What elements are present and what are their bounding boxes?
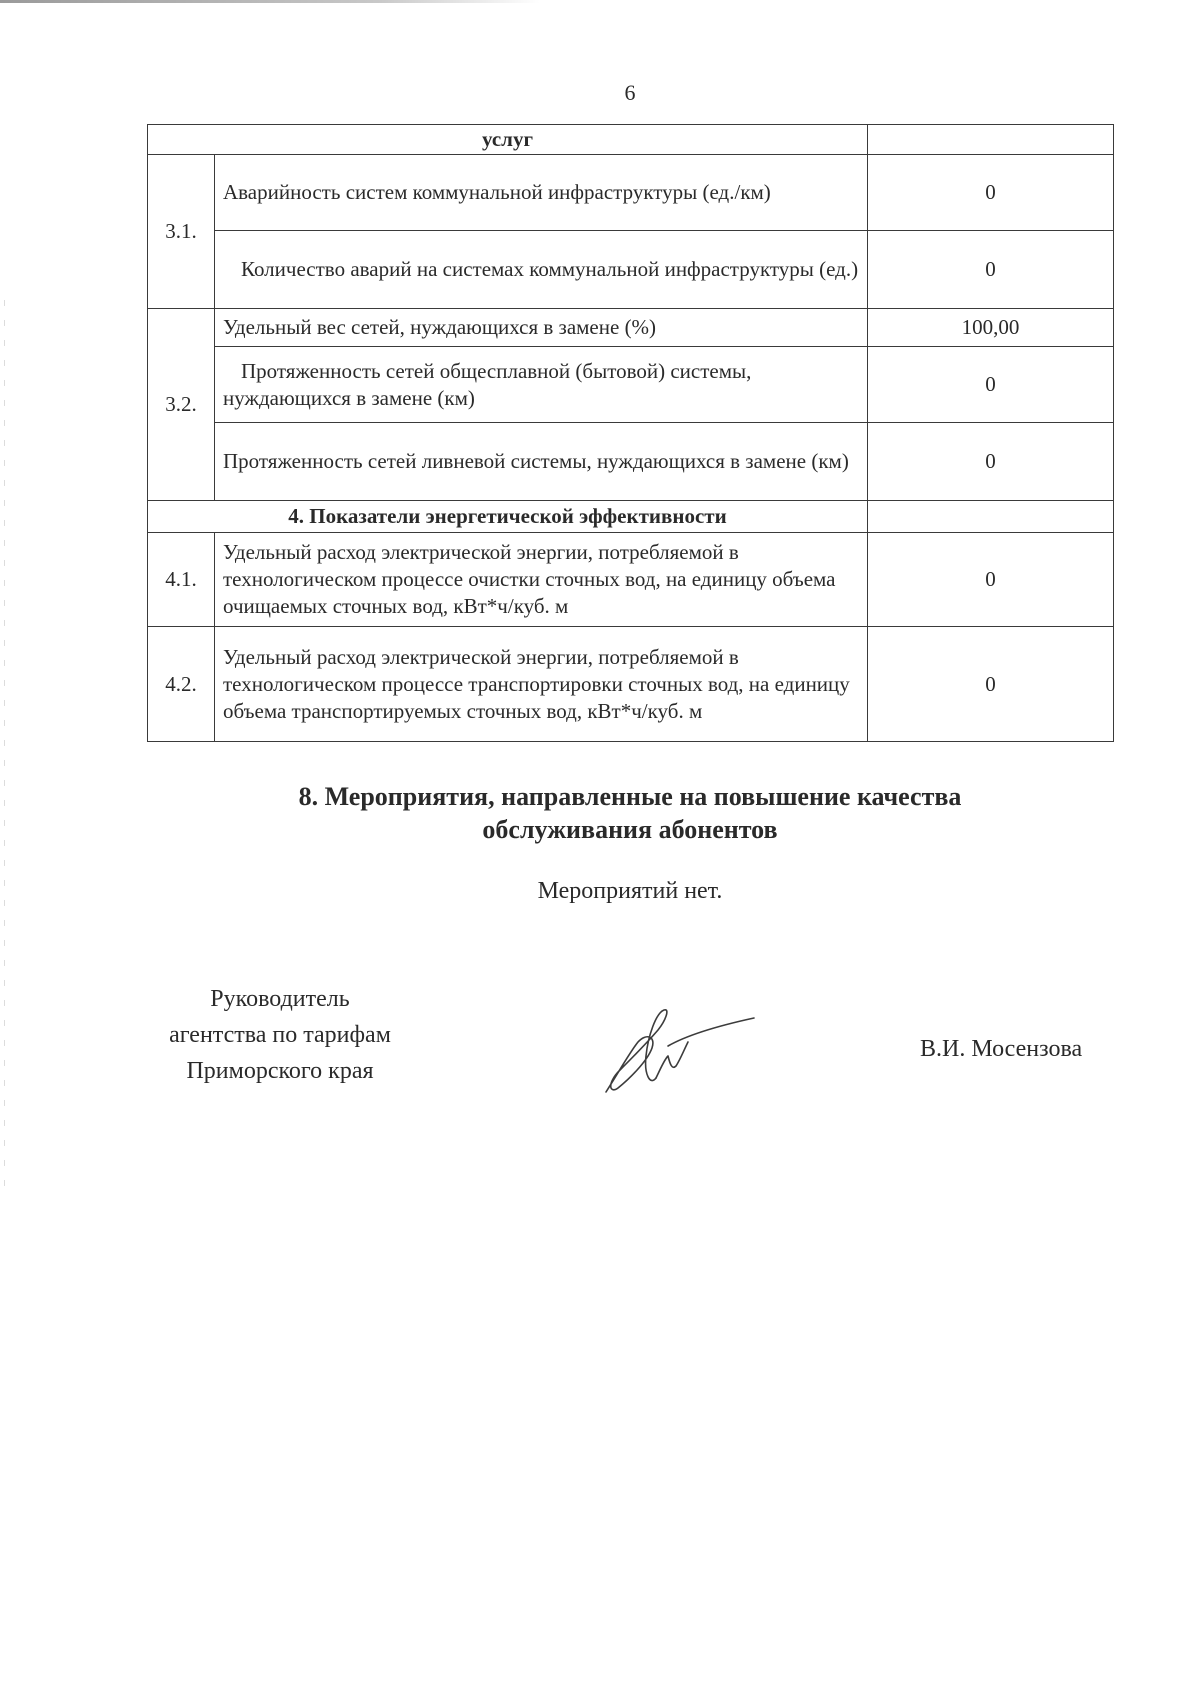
signer-position-line1: Руководитель (210, 986, 350, 1012)
table-row (148, 347, 1114, 423)
value-cell: 0 (868, 231, 1114, 309)
indicator-cell: Протяженность сетей ливневой системы, нуждающихся в замене (км) (215, 423, 868, 501)
row-number-3-2: 3.2. (148, 309, 215, 501)
signer-position-line3: Приморского края (186, 1058, 374, 1084)
value-cell: 0 (868, 627, 1114, 742)
table-row (148, 533, 1114, 627)
indicator-cell: Количество аварий на системах коммунальной инфраструктуры (ед.) (215, 231, 868, 309)
table-row (148, 155, 1114, 231)
value-cell: 0 (868, 423, 1114, 501)
indicator-cell: Удельный расход электрической энергии, потребляемой в технологическом процессе очистки сточных вод, на единицу объема очищаемых сточных вод, кВт*ч/куб. м (215, 533, 868, 627)
no-measures-text: Мероприятий нет. (537, 878, 723, 904)
section-value-cell (868, 501, 1114, 533)
value-cell: 0 (868, 347, 1114, 423)
signer-position-line2: агентства по тарифам (169, 1022, 391, 1048)
row-number-4-1: 4.1. (148, 533, 215, 627)
value-cell: 0 (868, 533, 1114, 627)
signer-position (135, 981, 425, 1089)
indicators-table (147, 124, 1114, 742)
section-title-energy-efficiency: 4. Показатели энергетической эффективности (148, 501, 868, 533)
row-number-4-2: 4.2. (148, 627, 215, 742)
indicator-cell: Удельный расход электрической энергии, потребляемой в технологическом процессе транспортировки сточных вод, на единицу объема транспортируемых сточных вод, кВт*ч/куб. м (215, 627, 868, 742)
section-8-heading (0, 780, 1200, 846)
table-row (148, 125, 1114, 155)
value-cell: 100,00 (868, 309, 1114, 347)
table-row (148, 627, 1114, 742)
section-8-title-line1: 8. Мероприятия, направленные на повышение качества (298, 782, 962, 811)
section-title-services: услуг (148, 125, 868, 155)
indicator-cell: Аварийность систем коммунальной инфраструктуры (ед./км) (215, 155, 868, 231)
scan-edge-top (0, 0, 540, 3)
table-row (148, 501, 1114, 533)
indicator-cell: Протяженность сетей общесплавной (бытовой) системы, нуждающихся в замене (км) (215, 347, 868, 423)
scan-edge-left (4, 300, 5, 1200)
handwritten-signature (598, 1000, 758, 1100)
row-number-3-1: 3.1. (148, 155, 215, 309)
page-number: 6 (624, 80, 636, 105)
table-row (148, 423, 1114, 501)
value-cell: 0 (868, 155, 1114, 231)
table-row (148, 231, 1114, 309)
section-value-cell (868, 125, 1114, 155)
section-8-title-line2: обслуживания абонентов (482, 815, 778, 844)
signer-name: В.И. Мосензова (920, 1036, 1083, 1062)
indicator-cell: Удельный вес сетей, нуждающихся в замене (%) (215, 309, 868, 347)
table-row (148, 309, 1114, 347)
